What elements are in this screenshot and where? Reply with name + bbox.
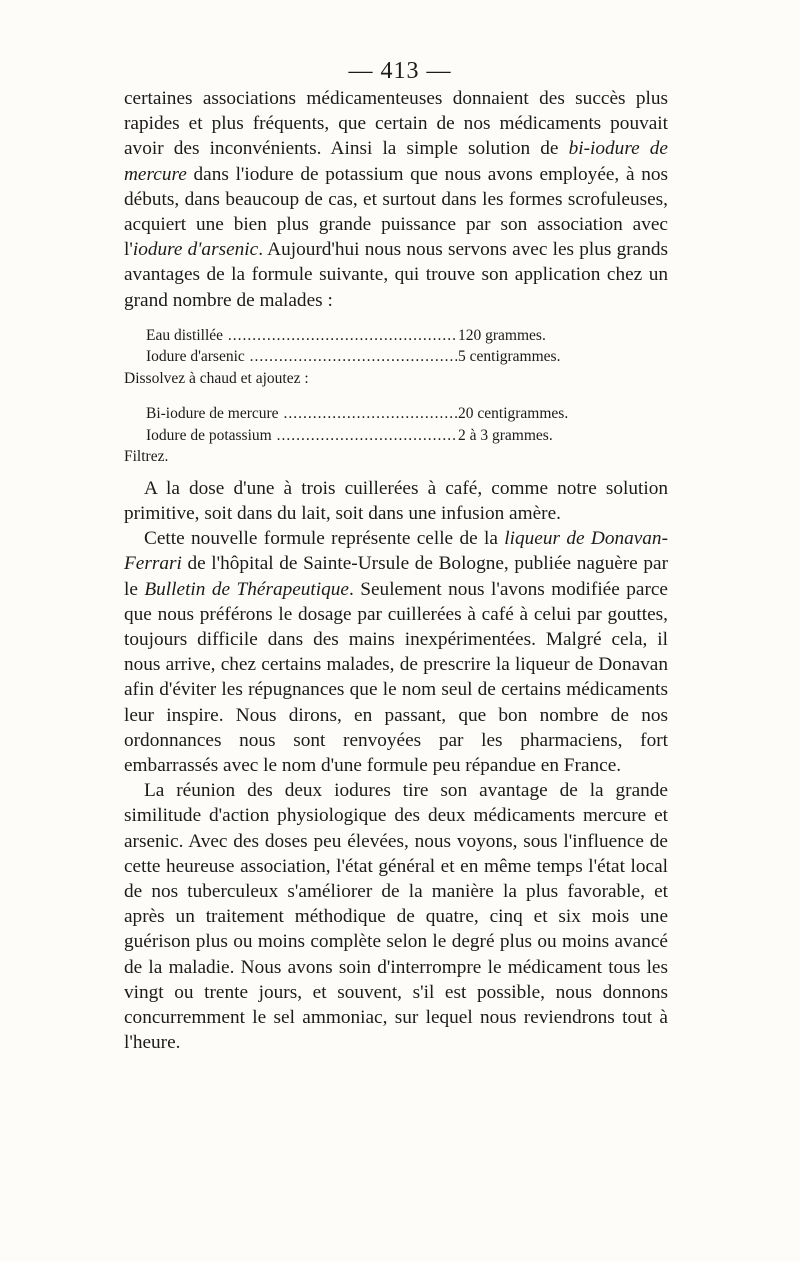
formula-instruction: Dissolvez à chaud et ajoutez : bbox=[124, 369, 309, 387]
donavan-paragraph: Cette nouvelle formule représente celle de la liqueur de Donavan-Ferrari de l'hôpital de Sainte-Ursule de Bologne, publiée naguère par le Bulletin de Thérapeutique. Seulement nous l'avons modifiée parce que nous préférons le dosage par cuillerées à café à celui par gouttes, toujours difficile dans des mains inexpérimentées. Malgré cela, il nous arrive, chez certains malades, de prescrire la liqueur de Donavan afin d'éviter les répugnances que le nom seul de certains médicaments leur inspire. Nous dirons, en passant, que bon nombre de nos ordonnances nous sont renvoyées par les pharmaciens, fort embarrassés avec le nom d'une formule peu répandue en France. bbox=[124, 528, 668, 777]
page-number: — 413 — bbox=[348, 58, 452, 84]
term-iodure-arsenic: iodure d'arsenic bbox=[132, 239, 259, 261]
formula-block bbox=[124, 325, 668, 468]
ingredient-qty: 2 à 3 grammes. bbox=[458, 426, 553, 444]
ingredient-name: Eau distillée ..... bbox=[146, 325, 458, 347]
term-bulletin: Bulletin de Thérapeutique bbox=[144, 578, 349, 600]
term-bi-iodure: bi-iodure de mercure bbox=[124, 138, 668, 185]
formula-row bbox=[124, 425, 668, 447]
iodures-paragraph: La réunion des deux iodures tire son avantage de la grande similitude d'action physiologique des deux médicaments mercure et arsenic. Avec des doses peu élevées, nous voyons, sous l'influence de cette heureuse association, l'état général et en même temps l'état local de nos tuberculeux s'améliorer de la manière la plus favorable, et après un traitement méthodique de quatre, cinq et six mois une guérison plus ou moins complète selon le degré plus ou moins avancé de la maladie. Nous avons soin d'interrompre le médicament tous les vingt ou trente jours, et souvent, s'il est possible, nous donnons concurremment le sel ammoniac, sur lequel nous reviendrons tout à l'heure. bbox=[124, 780, 668, 1054]
ingredient-name: Iodure d'arsenic ..... bbox=[146, 346, 458, 368]
ingredient-qty: 20 centigrammes. bbox=[458, 405, 569, 423]
ingredient-name: Iodure de potassium ..... bbox=[146, 425, 458, 447]
body-text bbox=[124, 86, 668, 1056]
term-liqueur-donavan: liqueur de Donavan-Ferrari bbox=[124, 528, 668, 575]
ingredient-qty: 120 grammes. bbox=[458, 326, 546, 344]
formula-row bbox=[124, 403, 668, 425]
formula-instruction: Filtrez. bbox=[124, 448, 169, 466]
dosage-paragraph: A la dose d'une à trois cuillerées à café, comme notre solution primitive, soit dans du lait, soit dans une infusion amère. bbox=[124, 477, 668, 525]
formula-row bbox=[124, 346, 668, 368]
ingredient-qty: 5 centigrammes. bbox=[458, 348, 561, 366]
intro-paragraph: certaines associations médicamenteuses donnaient des succès plus rapides et plus fréquents, que certain de nos médicaments pouvait avoir des inconvénients. Ainsi la simple solution de bi-iodure de mercure dans l'iodure de potassium que nous avons employée, à nos débuts, dans beaucoup de cas, et surtout dans les formes scrofuleuses, acquiert une bien plus grande puissance par son association avec l'iodure d'arsenic. Aujourd'hui nous nous servons avec les plus grands avantages de la formule suivante, qui trouve son application chez un grand nombre de malades : bbox=[124, 88, 668, 311]
formula-row bbox=[124, 325, 668, 347]
ingredient-name: Bi-iodure de mercure ..... bbox=[146, 403, 458, 425]
